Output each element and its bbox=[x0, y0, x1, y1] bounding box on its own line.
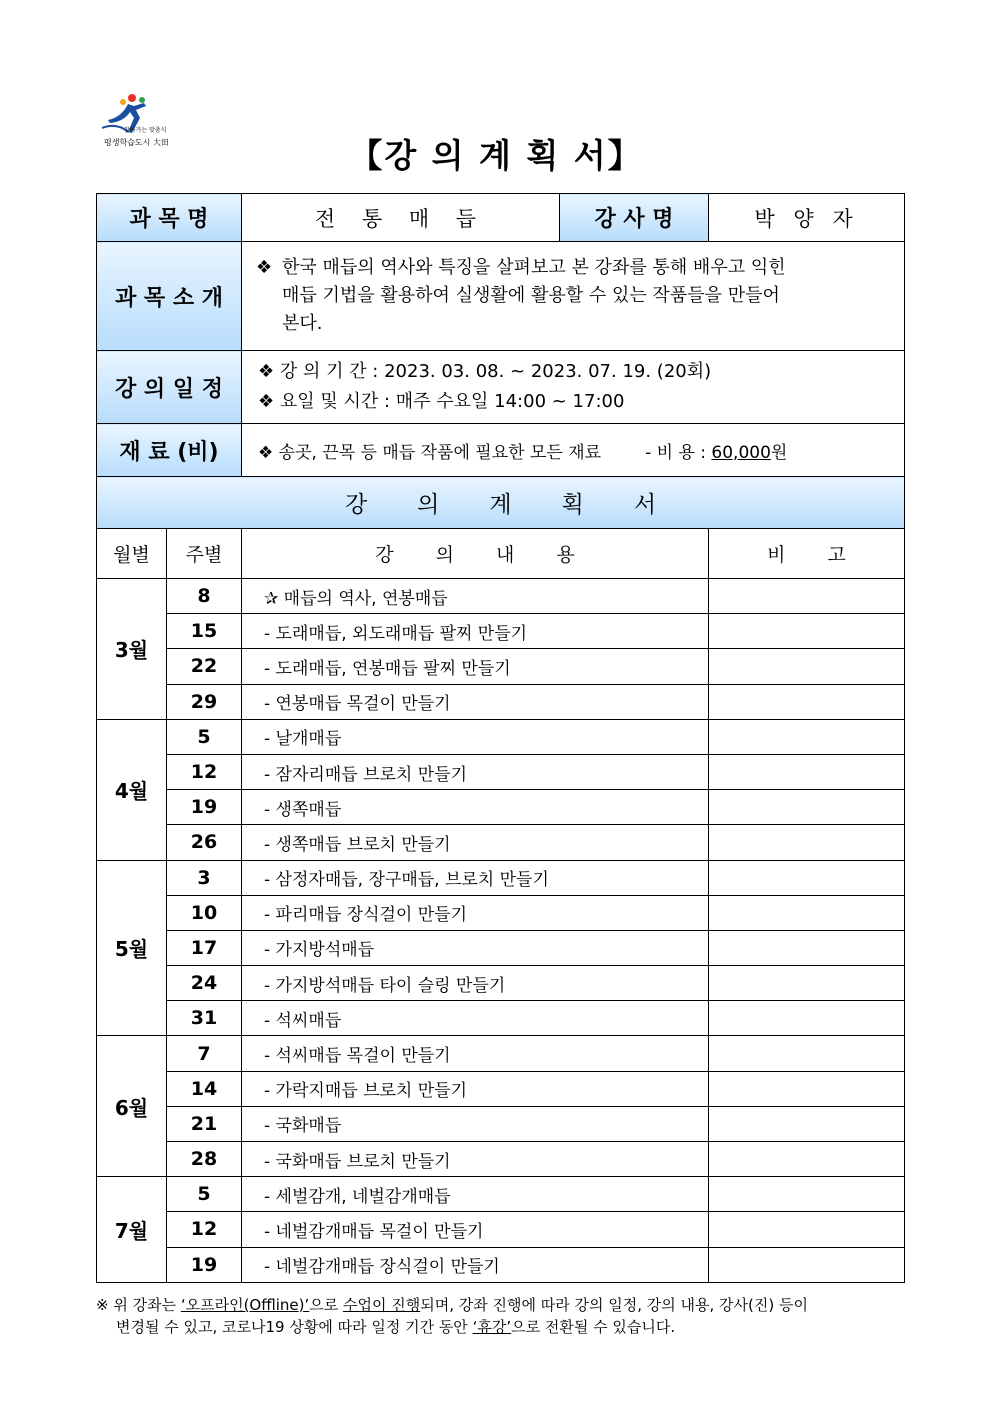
content-cell: - 생쪽매듭 bbox=[242, 790, 709, 825]
note-cell bbox=[709, 825, 905, 860]
table-row bbox=[97, 1142, 905, 1177]
month-cell: 5월 bbox=[97, 860, 167, 1036]
intro-line-2: 매듭 기법을 활용하여 실생활에 활용할 수 있는 작품들을 만들어 bbox=[282, 285, 780, 306]
content-cell: - 석씨매듭 목걸이 만들기 bbox=[242, 1036, 709, 1071]
note-cell bbox=[709, 614, 905, 649]
week-cell: 22 bbox=[167, 649, 242, 684]
cost-label: - 비 용 : bbox=[645, 442, 712, 463]
schedule-period: ❖ 강 의 기 간 : 2023. 03. 08. ~ 2023. 07. 19. (20회) bbox=[258, 361, 712, 382]
table-row bbox=[97, 1212, 905, 1247]
week-cell: 28 bbox=[167, 1142, 242, 1177]
schedule-time: ❖ 요일 및 시간 : 매주 수요일 14:00 ~ 17:00 bbox=[258, 391, 625, 412]
note-cell bbox=[709, 1212, 905, 1247]
week-cell: 26 bbox=[167, 825, 242, 860]
cost-amount: 60,000 bbox=[711, 442, 771, 463]
schedule-info bbox=[242, 351, 905, 424]
table-row bbox=[97, 860, 905, 895]
table-row bbox=[97, 930, 905, 965]
diamond-bullet-icon: ❖ bbox=[256, 257, 273, 278]
footnote-part2: 되며, 강좌 진행에 따라 강의 일정, 강의 내용, 강사(진) 등이 bbox=[420, 1296, 808, 1314]
note-cell bbox=[709, 1177, 905, 1212]
instructor-value: 박 양 자 bbox=[709, 194, 905, 242]
content-cell: - 연봉매듭 목걸이 만들기 bbox=[242, 684, 709, 719]
intro-line-1: 한국 매듭의 역사와 특징을 살펴보고 본 강좌를 통해 배우고 익힌 bbox=[282, 257, 786, 278]
week-cell: 21 bbox=[167, 1106, 242, 1141]
table-row bbox=[97, 719, 905, 754]
week-cell: 19 bbox=[167, 1247, 242, 1282]
plan-rows bbox=[97, 579, 905, 1283]
note-cell bbox=[709, 719, 905, 754]
week-cell: 7 bbox=[167, 1036, 242, 1071]
month-cell: 3월 bbox=[97, 579, 167, 720]
table-row bbox=[97, 579, 905, 614]
week-cell: 12 bbox=[167, 1212, 242, 1247]
table-row bbox=[97, 649, 905, 684]
intro-label: 과 목 소 개 bbox=[97, 242, 242, 351]
page-title: 【강 의 계 획 서】 bbox=[349, 136, 643, 175]
footnote-leave: ‘휴강’ bbox=[472, 1318, 512, 1336]
intro-line-3: 본다. bbox=[282, 313, 323, 334]
instructor-label: 강 사 명 bbox=[560, 194, 709, 242]
footnote-line2b: 으로 전환될 수 있습니다. bbox=[511, 1318, 676, 1336]
footnote-line2a: 변경될 수 있고, 코로나19 상황에 따라 일정 기간 동안 bbox=[116, 1318, 473, 1336]
note-cell bbox=[709, 790, 905, 825]
note-column-header: 비 고 bbox=[709, 529, 905, 579]
week-cell: 12 bbox=[167, 754, 242, 789]
note-cell bbox=[709, 579, 905, 614]
note-cell bbox=[709, 649, 905, 684]
footnote-offline: ‘오프라인(Offline)’ bbox=[180, 1296, 310, 1314]
note-cell bbox=[709, 1036, 905, 1071]
week-cell: 5 bbox=[167, 1177, 242, 1212]
table-row bbox=[97, 1177, 905, 1212]
week-cell: 15 bbox=[167, 614, 242, 649]
content-cell: - 세벌감개, 네벌감개매듭 bbox=[242, 1177, 709, 1212]
note-cell bbox=[709, 754, 905, 789]
lecture-plan-table bbox=[96, 193, 905, 1283]
table-row bbox=[97, 1247, 905, 1282]
material-value: ❖ 송곳, 끈목 등 매듭 작품에 필요한 모든 재료 bbox=[258, 442, 602, 463]
footnote bbox=[96, 1294, 808, 1338]
note-cell bbox=[709, 895, 905, 930]
content-cell: - 네벌감개매듭 장식걸이 만들기 bbox=[242, 1247, 709, 1282]
table-row bbox=[97, 754, 905, 789]
content-cell: - 가지방석매듭 bbox=[242, 930, 709, 965]
table-row bbox=[97, 684, 905, 719]
table-row bbox=[97, 1106, 905, 1141]
week-cell: 8 bbox=[167, 579, 242, 614]
content-cell: - 국화매듭 bbox=[242, 1106, 709, 1141]
week-cell: 24 bbox=[167, 966, 242, 1001]
week-cell: 14 bbox=[167, 1071, 242, 1106]
content-cell: - 석씨매듭 bbox=[242, 1001, 709, 1036]
footnote-progress: 수업이 진행 bbox=[343, 1296, 421, 1314]
content-cell: - 도래매듭, 외도래매듭 팔찌 만들기 bbox=[242, 614, 709, 649]
course-intro bbox=[242, 242, 905, 351]
table-row bbox=[97, 966, 905, 1001]
note-cell bbox=[709, 860, 905, 895]
week-column-header: 주별 bbox=[167, 529, 242, 579]
content-cell: - 도래매듭, 연봉매듭 팔찌 만들기 bbox=[242, 649, 709, 684]
content-cell: - 잠자리매듭 브로치 만들기 bbox=[242, 754, 709, 789]
month-column-header: 월별 bbox=[97, 529, 167, 579]
content-cell: - 날개매듭 bbox=[242, 719, 709, 754]
table-row bbox=[97, 790, 905, 825]
note-cell bbox=[709, 966, 905, 1001]
logo-tagline: 평생학습도시 大田 bbox=[104, 138, 169, 147]
week-cell: 5 bbox=[167, 719, 242, 754]
plan-header-band: 강의계획서 bbox=[97, 477, 905, 529]
note-cell bbox=[709, 1071, 905, 1106]
week-cell: 10 bbox=[167, 895, 242, 930]
month-cell: 7월 bbox=[97, 1177, 167, 1283]
month-cell: 6월 bbox=[97, 1036, 167, 1177]
cost-unit: 원 bbox=[770, 442, 788, 463]
table-row bbox=[97, 614, 905, 649]
content-cell: ✰ 매듭의 역사, 연봉매듭 bbox=[242, 579, 709, 614]
content-cell: - 네벌감개매듭 목걸이 만들기 bbox=[242, 1212, 709, 1247]
note-cell bbox=[709, 1142, 905, 1177]
content-column-header: 강 의 내 용 bbox=[242, 529, 709, 579]
content-cell: - 삼정자매듭, 장구매듭, 브로치 만들기 bbox=[242, 860, 709, 895]
month-cell: 4월 bbox=[97, 719, 167, 860]
table-row bbox=[97, 825, 905, 860]
material-info bbox=[242, 424, 905, 477]
content-cell: - 생쪽매듭 브로치 만들기 bbox=[242, 825, 709, 860]
table-row bbox=[97, 1036, 905, 1071]
note-cell bbox=[709, 930, 905, 965]
table-row bbox=[97, 1001, 905, 1036]
table-row bbox=[97, 1071, 905, 1106]
note-cell bbox=[709, 1001, 905, 1036]
note-cell bbox=[709, 684, 905, 719]
footnote-mark: ※ 위 강좌는 bbox=[96, 1296, 181, 1314]
week-cell: 17 bbox=[167, 930, 242, 965]
content-cell: - 파리매듭 장식걸이 만들기 bbox=[242, 895, 709, 930]
content-cell: - 국화매듭 브로치 만들기 bbox=[242, 1142, 709, 1177]
logo-tagline-small: 찾아가는 맞춤식 bbox=[124, 127, 167, 134]
week-cell: 3 bbox=[167, 860, 242, 895]
material-label: 재 료 (비) bbox=[97, 424, 242, 477]
subject-value: 전 통 매 듭 bbox=[242, 194, 560, 242]
week-cell: 29 bbox=[167, 684, 242, 719]
subject-label: 과 목 명 bbox=[97, 194, 242, 242]
week-cell: 19 bbox=[167, 790, 242, 825]
table-row bbox=[97, 895, 905, 930]
footnote-part1: 으로 bbox=[309, 1296, 344, 1314]
week-cell: 31 bbox=[167, 1001, 242, 1036]
content-cell: - 가지방석매듭 타이 슬링 만들기 bbox=[242, 966, 709, 1001]
content-cell: - 가락지매듭 브로치 만들기 bbox=[242, 1071, 709, 1106]
note-cell bbox=[709, 1247, 905, 1282]
note-cell bbox=[709, 1106, 905, 1141]
schedule-label: 강 의 일 정 bbox=[97, 351, 242, 424]
